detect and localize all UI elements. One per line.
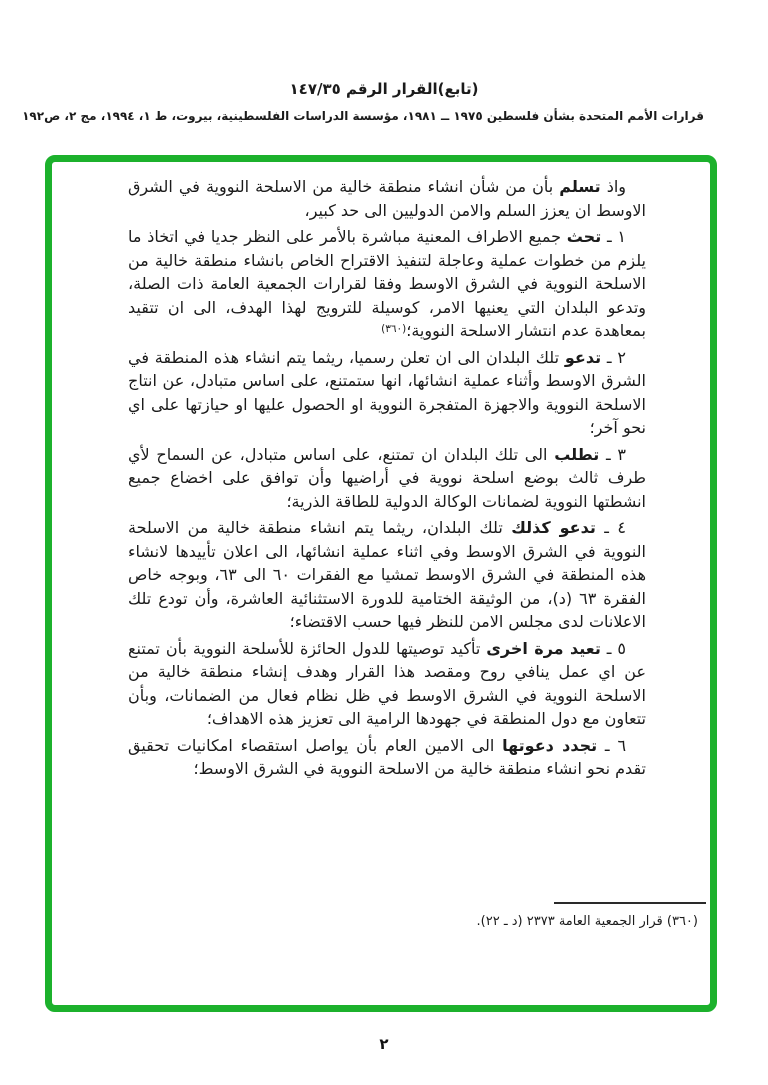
paragraph-intro xyxy=(128,175,646,222)
paragraph-number: ٦ ـ xyxy=(597,735,627,755)
paragraph-1 xyxy=(128,225,646,343)
paragraph-lead: تحث xyxy=(566,227,602,246)
paragraph-text: جميع الاطراف المعنية مباشرة بالأمر على النظر جديا في اتخاذ ما يلزم من خطوات عملية وعاجلة لتنفيذ الاقتراح الخاص بانشاء منطقة خالية من الاسلحة النووية في الشرق الاوسط وفقا لقرارات الجمعية العامة ذات الصلة، وتدعو البلدان التي يعنيها الامر، كوسيلة للترويج لهذا الهدف، الى ان تتقيد بمعاهدة عدم انتشار الاسلحة النووية؛ xyxy=(128,227,646,340)
footnote-separator xyxy=(554,902,706,904)
paragraph-text: تأكيد توصيتها للدول الحائزة للأسلحة النووية بأن تمتنع عن اي عمل ينافي روح ومقصد هذا القرار وهدف إنشاء منطقة خالية من الاسلحة النووية في الشرق الاوسط في ظل نظام فعال من الضمانات، وبأن تتعاون مع دول المنطقة في جهودها الرامية الى تعزيز هذه الاهداف؛ xyxy=(128,638,646,728)
paragraph-lead: تدعو كذلك xyxy=(511,518,596,537)
paragraph-number: ٢ ـ xyxy=(601,347,626,367)
highlight-frame xyxy=(45,155,717,1012)
source-citation: قرارات الأمم المتحدة بشأن فلسطين ١٩٧٥ ــ ١٩٨١، مؤسسة الدراسات الفلسطينية، بيروت، ط ١، ١٩٩٤، مج ٢، ص١٩٢ xyxy=(22,109,704,123)
paragraph-3 xyxy=(128,443,646,514)
paragraph-text: تلك البلدان الى ان تعلن رسميا، ريثما يتم انشاء هذه المنطقة في الشرق الاوسط وأثناء عملية انشائها، انها ستمتنع، على اساس متبادل، عن انتاج الاسلحة النووية والاجهزة المتفجرة النووية او الحصول عليها او حيازتها على اي نحو آخر؛ xyxy=(128,347,646,437)
footnote: (٣٦٠) قرار الجمعية العامة ٢٣٧٣ (د ـ ٢٢). xyxy=(476,914,698,929)
paragraph-text: بأن من شأن انشاء منطقة خالية من الاسلحة النووية في الشرق الاوسط ان يعزز السلم والامن الدوليين الى حد كبير، xyxy=(128,177,646,220)
paragraph-5 xyxy=(128,637,646,731)
paragraph-2 xyxy=(128,346,646,440)
paragraph-lead: تطلب xyxy=(554,444,600,464)
page-number: ٢ xyxy=(379,1035,389,1053)
paragraph-number: ٥ ـ xyxy=(600,638,626,658)
paragraph-text: واذ xyxy=(600,177,626,196)
footnote-reference: (٣٦٠) xyxy=(381,323,407,335)
resolution-body xyxy=(52,162,710,781)
paragraph-text: الى تلك البلدان ان تمتنع، على اساس متبادل، عن السماح لأي طرف ثالث بوضع اسلحة نووية في أراضيها وأن توافق على اخضاع جميع انشطتها النووية لضمانات الوكالة الدولية للطاقة الذرية؛ xyxy=(128,444,646,511)
paragraph-6 xyxy=(128,734,646,781)
paragraph-lead: تدعو xyxy=(564,347,602,367)
paragraph-text: تلك البلدان، ريثما يتم انشاء منطقة خالية من الاسلحة النووية في الشرق الاوسط وفي اثناء عملية انشائها، الى اعلان تأييدها لانشاء هذه المنطقة في الشرق الاوسط تمشيا مع الفقرات ٦٠ الى ٦٣، وبوجه خاص الفقرة ٦٣ (د)، من الوثيقة الختامية للدورة الاستثنائية العاشرة، وأن تودع تلك الاعلانات لدى مجلس الامن للنظر فيها حسب الاقتضاء؛ xyxy=(128,518,647,631)
paragraph-number: ١ ـ xyxy=(601,227,627,246)
paragraph-lead: تجدد دعوتها xyxy=(502,735,598,755)
paragraph-text: الى الامين العام بأن يواصل استقصاء امكانيات تحقيق تقدم نحو انشاء منطقة خالية من الاسلحة النووية في الشرق الاوسط؛ xyxy=(128,735,646,778)
paragraph-lead: تسلم xyxy=(559,177,601,196)
paragraph-number: ٣ ـ xyxy=(599,444,627,464)
resolution-title: (تابع)القرار الرقم ١٤٧/٣٥ xyxy=(289,80,479,98)
paragraph-lead: تعيد مرة اخرى xyxy=(486,638,601,658)
paragraph-4 xyxy=(128,516,646,634)
paragraph-number: ٤ ـ xyxy=(595,518,627,537)
